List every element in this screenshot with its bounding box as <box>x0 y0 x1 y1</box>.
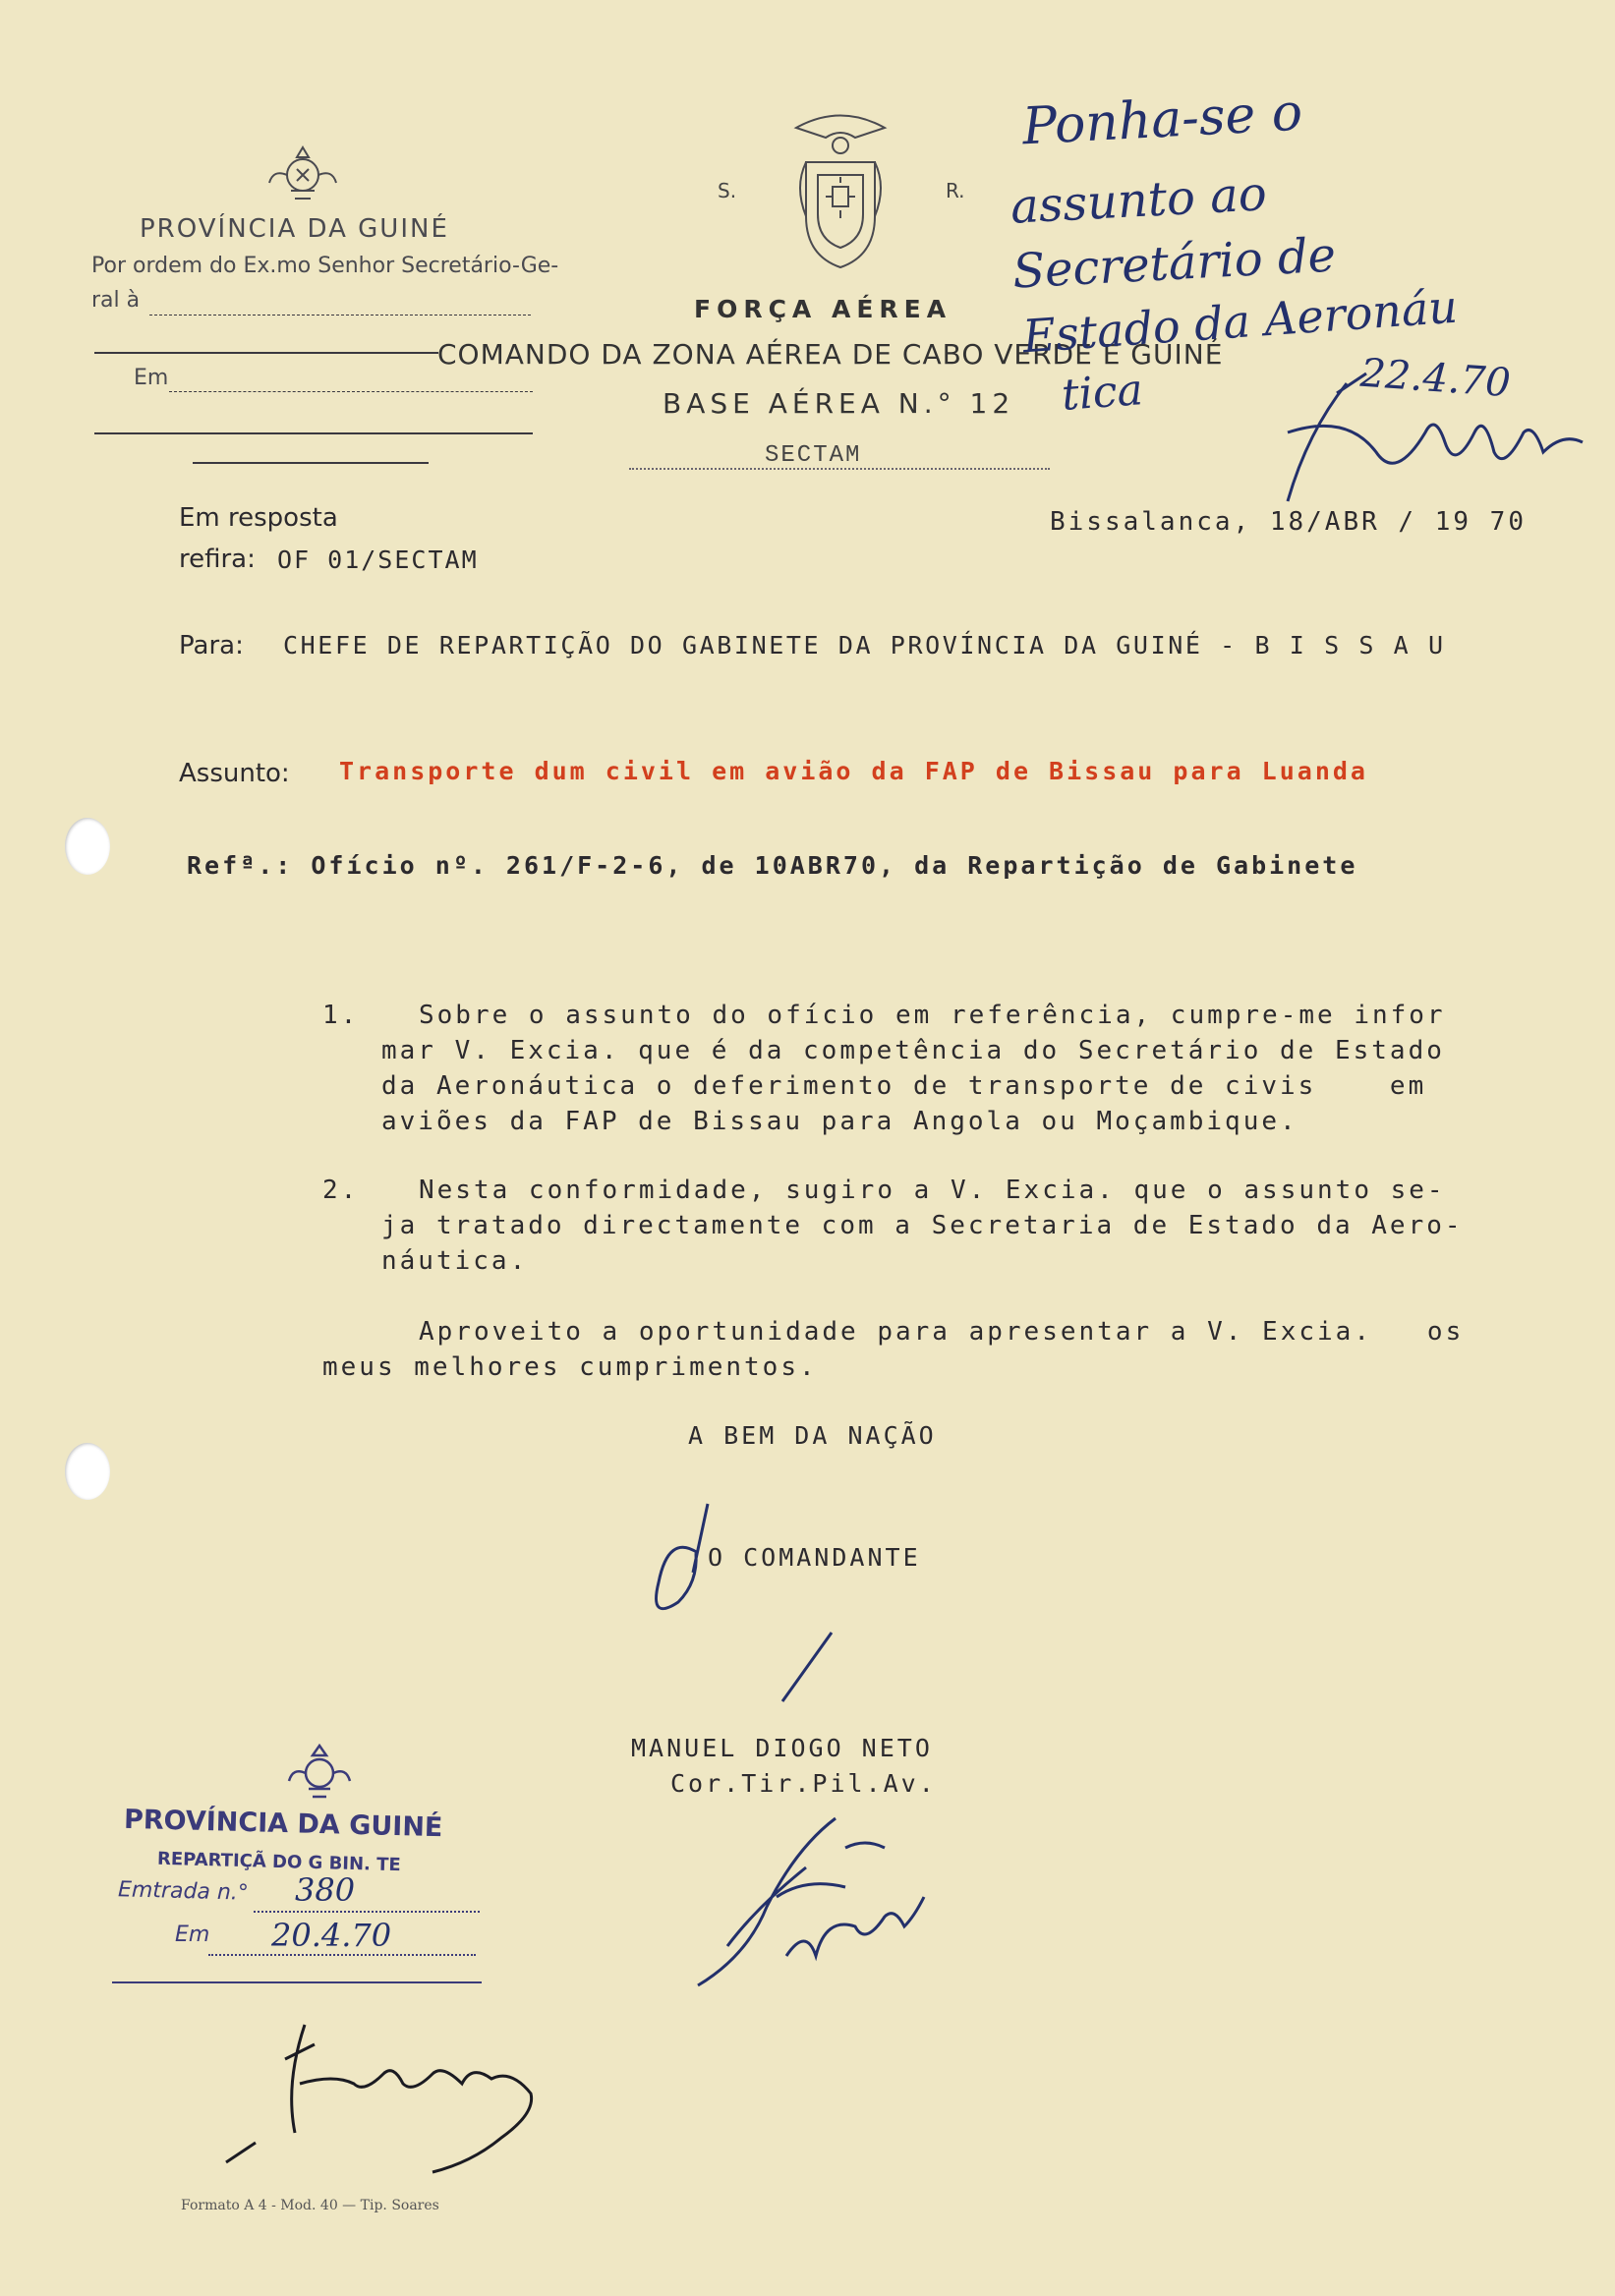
left-province-title: PROVÍNCIA DA GUINÉ <box>140 214 449 244</box>
stamp-entrada-label: Emtrada n.° <box>117 1877 250 1906</box>
left-order-line2: ral à <box>91 288 141 313</box>
p1-line1: Sobre o assunto do ofício em referência, cumpre-me infor <box>419 1001 1446 1030</box>
punch-hole-top <box>65 818 110 875</box>
left-rule-2 <box>94 352 438 354</box>
commander-name: MANUEL DIOGO NETO <box>631 1734 933 1762</box>
sectam-label: SECTAM <box>765 442 862 469</box>
note-line-1: Ponha-se o <box>1020 83 1304 157</box>
p1-line3: da Aeronáutica o deferimento de transporte de civis em <box>381 1071 1427 1101</box>
p1-line4: aviões da FAP de Bissau para Angola ou Moçambique. <box>381 1107 1298 1136</box>
p1-number: 1. <box>322 1001 360 1030</box>
sectam-dotted-rule <box>629 468 1050 470</box>
left-rule-3 <box>169 391 533 392</box>
assunto-value: Transporte dum civil em avião da FAP de Bissau para Luanda <box>339 757 1368 785</box>
stamp-em-value: 20.4.70 <box>271 1917 392 1954</box>
p2-line1: Nesta conformidade, sugiro a V. Excia. que o assunto se- <box>419 1176 1446 1205</box>
stamp-em-rule <box>208 1954 476 1956</box>
signature-tick-icon <box>773 1628 841 1706</box>
p1-line2: mar V. Excia. que é da competência do Secretário de Estado <box>381 1036 1445 1065</box>
refa-line: Refª.: Ofício nº. 261/F-2-6, de 10ABR70, da Repartição de Gabinete <box>187 851 1358 880</box>
note-date: 22.4.70 <box>1358 350 1513 407</box>
commander-rank: Cor.Tir.Pil.Av. <box>670 1769 937 1798</box>
refira-value: OF 01/SECTAM <box>277 545 479 574</box>
assunto-label: Assunto: <box>179 759 290 788</box>
p2-line3: náutica. <box>381 1246 529 1276</box>
comandante-initial-mark-icon <box>639 1494 718 1622</box>
comando-title: COMANDO DA ZONA AÉREA DE CABO VERDE E GUINÉ <box>437 338 1224 371</box>
refira-label: refira: <box>179 545 256 574</box>
left-rule-1 <box>149 315 531 316</box>
stamp-entrada-rule <box>254 1911 480 1913</box>
footer-format: Formato A 4 - Mod. 40 — Tip. Soares <box>181 2198 439 2213</box>
republic-coat-of-arms-icon <box>786 108 894 275</box>
left-rule-5 <box>193 462 429 464</box>
header-r: R. <box>946 179 965 202</box>
left-rule-4 <box>94 432 533 434</box>
note-line-5: tica <box>1060 365 1145 421</box>
note-line-3: Secretário de <box>1010 227 1338 300</box>
stamp-province: PROVÍNCIA DA GUINÉ <box>123 1804 443 1844</box>
note-signature-icon <box>1268 373 1592 511</box>
stamp-rule <box>112 1981 482 1983</box>
p3-line1: Aproveito a oportunidade para apresentar a V. Excia. os <box>419 1317 1465 1347</box>
em-resposta-label: Em resposta <box>179 503 338 533</box>
header-s: S. <box>718 179 737 202</box>
bem-da-nacao: A BEM DA NAÇÃO <box>688 1421 937 1450</box>
para-label: Para: <box>179 631 244 660</box>
left-order-line: Por ordem do Ex.mo Senhor Secretário-Ge- <box>91 254 559 278</box>
province-crest-icon <box>263 140 342 208</box>
commander-signature-icon <box>688 1808 944 1995</box>
left-em-label: Em <box>134 366 169 390</box>
punch-hole-bottom <box>65 1443 110 1500</box>
base-title: BASE AÉREA N.° 12 <box>663 387 1015 420</box>
stamp-entrada-value: 380 <box>295 1871 356 1909</box>
p3-line2: meus melhores cumprimentos. <box>322 1352 818 1382</box>
place-date: Bissalanca, 18/ABR / 19 70 <box>1050 507 1527 537</box>
para-value: CHEFE DE REPARTIÇÃO DO GABINETE DA PROVÍNCIA DA GUINÉ - B I S S A U <box>283 631 1446 660</box>
note-line-2: assunto ao <box>1009 166 1268 235</box>
note-line-4: Estado da Aeronáu <box>1020 279 1460 364</box>
stamp-reparticao: REPARTIÇÃ DO G BIN. TE <box>156 1848 402 1876</box>
stamp-signature-icon <box>147 2005 619 2182</box>
p2-number: 2. <box>322 1176 360 1205</box>
forca-aerea-title: FORÇA AÉREA <box>694 295 952 323</box>
o-comandante: O COMANDANTE <box>708 1543 921 1572</box>
stamp-em-label: Em <box>175 1923 210 1947</box>
stamp-crest-icon <box>283 1742 356 1805</box>
p2-line2: ja tratado directamente com a Secretaria de Estado da Aero- <box>381 1211 1464 1240</box>
